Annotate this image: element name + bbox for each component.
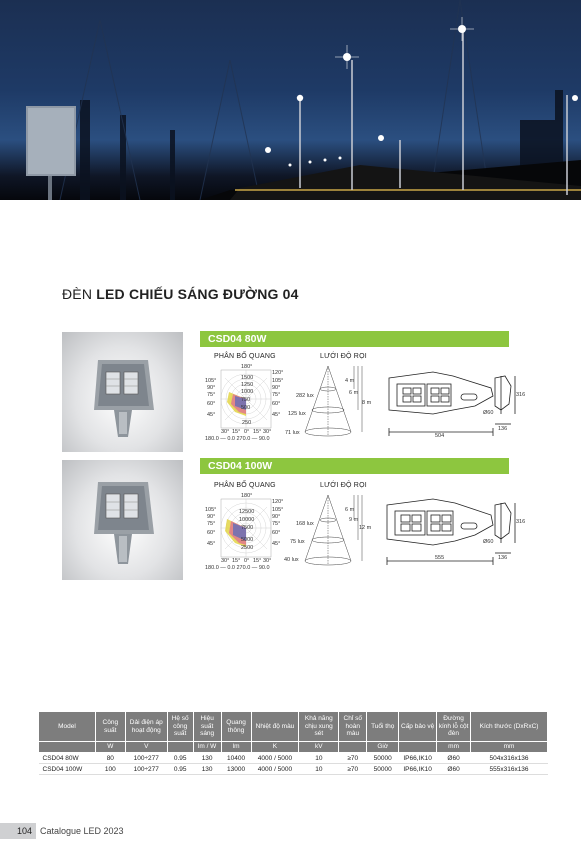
cell: Ø60 — [437, 753, 471, 764]
cell: 0.95 — [167, 764, 193, 775]
cone-label-80w: LƯỚI ĐỘ RỌI — [320, 353, 367, 360]
table-row — [39, 753, 548, 764]
cell: Ø60 — [437, 764, 471, 775]
col-header: Kích thước (DxRxC) — [471, 712, 548, 742]
col-header: Hiệu suất sáng — [193, 712, 221, 742]
cell: 10 — [299, 764, 339, 775]
cell: 13000 — [221, 764, 251, 775]
unit-cell: lm / W — [193, 742, 221, 753]
cell: 100÷277 — [125, 764, 167, 775]
cell: 555x316x136 — [471, 764, 548, 775]
table-unit-row — [39, 742, 548, 753]
table-row — [39, 764, 548, 775]
polar-diagram-100w: 180° 105° 90° 75° 60° 45° 120° 105° 90° 75° 60° 45° 12500 10000 7500 5000 2500 30° 15° 0° 15° 30° 180.0 — 0.0 270.0 — 90.0 — [205, 493, 284, 571]
unit-cell: lm — [221, 742, 251, 753]
cell: 80 — [95, 753, 125, 764]
unit-cell: K — [251, 742, 299, 753]
unit-cell: W — [95, 742, 125, 753]
unit-cell: Giờ — [367, 742, 399, 753]
col-header: Nhiệt độ màu — [251, 712, 299, 742]
col-header: Dải điện áp hoạt động — [125, 712, 167, 742]
col-header: Quang thông — [221, 712, 251, 742]
polar-label-100w: PHÂN BỐ QUANG — [214, 482, 276, 489]
unit-cell — [399, 742, 437, 753]
page-number: 104 — [0, 823, 36, 839]
table-header-row — [39, 712, 548, 742]
polar-label-80w: PHÂN BỐ QUANG — [214, 353, 276, 360]
page-title: ĐÈN LED CHIẾU SÁNG ĐƯỜNG 04 — [62, 286, 299, 302]
cell: 50000 — [367, 764, 399, 775]
col-header: Chỉ số hoàn màu — [339, 712, 367, 742]
cell: 10 — [299, 753, 339, 764]
unit-cell: mm — [471, 742, 548, 753]
dimension-drawing-100w: 555 316 136 Ø60 — [383, 495, 523, 575]
col-header: Công suất — [95, 712, 125, 742]
unit-cell — [339, 742, 367, 753]
col-header: Tuổi thọ — [367, 712, 399, 742]
col-header: Hệ số công suất — [167, 712, 193, 742]
cone-label-100w: LƯỚI ĐỘ RỌI — [320, 482, 367, 489]
cell: CSD04 100W — [39, 764, 96, 775]
cell: 0.95 — [167, 753, 193, 764]
cone-diagram-100w: 6 m 9 m 12 m 168 lux 75 lux 40 lux — [280, 493, 380, 573]
cell: 130 — [193, 753, 221, 764]
hero-street-photo — [0, 0, 581, 200]
cell: ≥70 — [339, 753, 367, 764]
cell: 100 — [95, 764, 125, 775]
cell: 4000 / 5000 — [251, 753, 299, 764]
unit-cell — [39, 742, 96, 753]
footer-text: Catalogue LED 2023 — [40, 826, 124, 836]
model-bar-80w: CSD04 80W — [200, 331, 509, 347]
col-header: Khả năng chịu xung sét — [299, 712, 339, 742]
col-header: Model — [39, 712, 96, 742]
unit-cell: kV — [299, 742, 339, 753]
cell: IP66,IK10 — [399, 764, 437, 775]
model-bar-100w: CSD04 100W — [200, 458, 509, 474]
spec-table — [38, 711, 548, 775]
unit-cell: V — [125, 742, 167, 753]
col-header: Đường kính lỗ cột đèn — [437, 712, 471, 742]
product-photo-80w — [62, 332, 183, 452]
unit-cell — [167, 742, 193, 753]
cell: 100÷277 — [125, 753, 167, 764]
dimension-drawing-80w: 504 316 136 Ø60 — [383, 366, 523, 446]
cell: 50000 — [367, 753, 399, 764]
cell: CSD04 80W — [39, 753, 96, 764]
product-photo-100w — [62, 460, 183, 580]
cell: 504x316x136 — [471, 753, 548, 764]
cell: 10400 — [221, 753, 251, 764]
cell: 4000 / 5000 — [251, 764, 299, 775]
unit-cell: mm — [437, 742, 471, 753]
polar-diagram-80w: 180° 105° 90° 75° 60° 45° 120° 105° 90° 75° 60° 45° 1500 1250 1000 750 500 250 30° 15° 0° 15° 30° 180.0 — 0.0 270.0 — 90.0 — [205, 364, 284, 442]
col-header: Cấp bảo vệ — [399, 712, 437, 742]
cell: 130 — [193, 764, 221, 775]
cone-diagram-80w: 4 m 6 m 8 m 282 lux 125 lux 71 lux — [280, 364, 380, 444]
cell: ≥70 — [339, 764, 367, 775]
cell: IP66,IK10 — [399, 753, 437, 764]
